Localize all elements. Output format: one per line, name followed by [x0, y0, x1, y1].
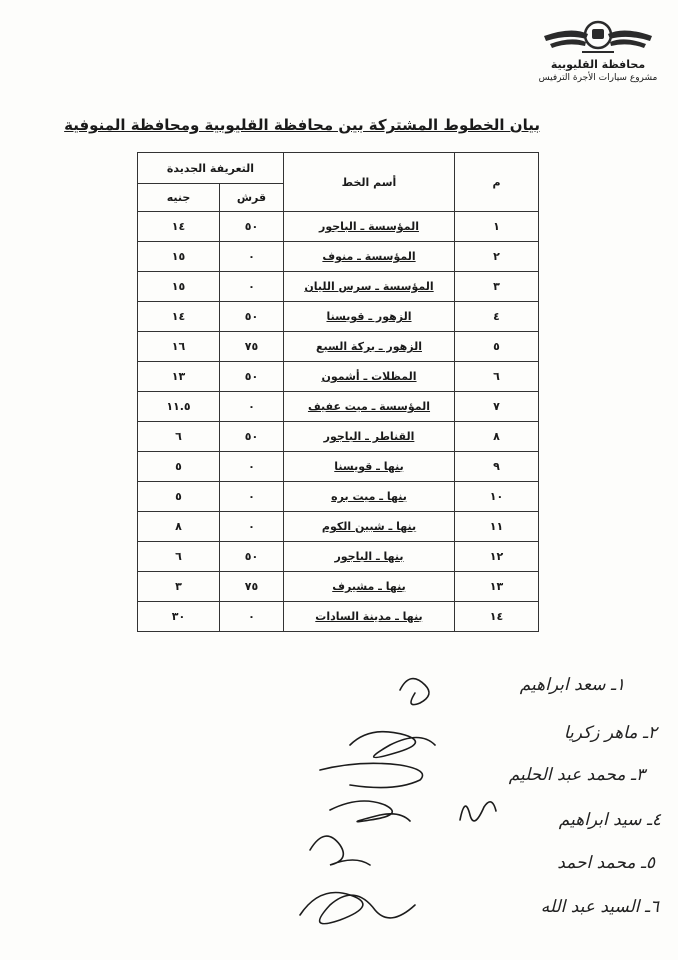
row-number: ٧	[455, 392, 539, 422]
fare-pound: ١٦	[138, 332, 220, 362]
line-name: بنها ـ شبين الكوم	[284, 512, 455, 542]
line-name: بنها ـ قويسنا	[284, 452, 455, 482]
fare-piaster: ٥٠	[220, 212, 284, 242]
winged-emblem-icon	[542, 14, 654, 60]
fare-pound: ١٤	[138, 302, 220, 332]
document-title: بيان الخطوط المشتركة بين محافظة القليوبية ومحافظة المنوفية	[64, 116, 540, 134]
header-piaster: قرش	[220, 184, 284, 212]
table-row	[138, 212, 539, 242]
signatory-name: ٤ـ سيد ابراهيم	[558, 810, 661, 830]
fare-pound: ٥	[138, 452, 220, 482]
fare-pound: ٦	[138, 422, 220, 452]
project-name: مشروع سيارات الأجرة الترفيس	[538, 73, 658, 83]
signatory-name: ٢ـ ماهر زكريا	[563, 723, 657, 743]
line-name: الزهور ـ قويسنا	[284, 302, 455, 332]
org-name: محافظة القليوبية	[550, 58, 646, 71]
fare-pound: ١٣	[138, 362, 220, 392]
fare-piaster: ٥٠	[220, 542, 284, 572]
table-row	[138, 482, 539, 512]
header-line-name: أسم الخط	[284, 153, 455, 212]
line-name: بنها ـ مدينة السادات	[284, 602, 455, 632]
row-number: ٢	[455, 242, 539, 272]
header-new-tariff: التعريفة الجديدة	[138, 153, 284, 184]
line-name: بنها ـ ميت بره	[284, 482, 455, 512]
signatory-name: ٦ـ السيد عبد الله	[540, 897, 659, 917]
table-row	[138, 392, 539, 422]
fare-piaster: ٥٠	[220, 362, 284, 392]
fare-pound: ٣٠	[138, 602, 220, 632]
fare-piaster: ٠	[220, 512, 284, 542]
header-number: م	[455, 153, 539, 212]
line-name: المؤسسة ـ سرس الليان	[284, 272, 455, 302]
table-row	[138, 542, 539, 572]
table-row	[138, 362, 539, 392]
fare-pound: ٣	[138, 572, 220, 602]
line-name: الزهور ـ بركة السبع	[284, 332, 455, 362]
fare-pound: ١٤	[138, 212, 220, 242]
row-number: ٣	[455, 272, 539, 302]
table-row	[138, 512, 539, 542]
row-number: ٩	[455, 452, 539, 482]
header-logo	[528, 14, 668, 88]
table-row	[138, 572, 539, 602]
fare-piaster: ٠	[220, 602, 284, 632]
line-name: القناطر ـ الباجور	[284, 422, 455, 452]
fare-piaster: ٧٥	[220, 572, 284, 602]
signatory-name: ٥ـ محمد احمد	[557, 853, 655, 873]
row-number: ١٤	[455, 602, 539, 632]
signatory-name: ٣ـ محمد عبد الحليم	[508, 765, 645, 785]
fare-piaster: ٧٥	[220, 332, 284, 362]
row-number: ١	[455, 212, 539, 242]
row-number: ٥	[455, 332, 539, 362]
fare-piaster: ٠	[220, 482, 284, 512]
row-number: ٤	[455, 302, 539, 332]
signatory-name: ١ـ سعد ابراهيم	[519, 675, 625, 695]
line-name: المؤسسة ـ الباجور	[284, 212, 455, 242]
table-row	[138, 602, 539, 632]
row-number: ١٣	[455, 572, 539, 602]
fare-pound: ١٥	[138, 242, 220, 272]
row-number: ١٢	[455, 542, 539, 572]
row-number: ١١	[455, 512, 539, 542]
row-number: ١٠	[455, 482, 539, 512]
row-number: ٨	[455, 422, 539, 452]
header-pound: جنيه	[138, 184, 220, 212]
fare-piaster: ٥٠	[220, 302, 284, 332]
table-row	[138, 452, 539, 482]
fare-pound: ١١.٥	[138, 392, 220, 422]
fare-piaster: ٠	[220, 392, 284, 422]
line-name: بنها ـ مشيرف	[284, 572, 455, 602]
table-row	[138, 272, 539, 302]
fare-piaster: ٠	[220, 272, 284, 302]
fare-pound: ٥	[138, 482, 220, 512]
fare-piaster: ٠	[220, 452, 284, 482]
line-name: المؤسسة ـ ميت عفيف	[284, 392, 455, 422]
fare-piaster: ٠	[220, 242, 284, 272]
table-row	[138, 302, 539, 332]
line-name: بنها ـ الباجور	[284, 542, 455, 572]
signatory-list	[285, 665, 665, 955]
line-name: المظلات ـ أشمون	[284, 362, 455, 392]
fare-table	[137, 152, 539, 632]
fare-pound: ٨	[138, 512, 220, 542]
table-row	[138, 242, 539, 272]
line-name: المؤسسة ـ منوف	[284, 242, 455, 272]
table-row	[138, 422, 539, 452]
fare-piaster: ٥٠	[220, 422, 284, 452]
row-number: ٦	[455, 362, 539, 392]
fare-pound: ١٥	[138, 272, 220, 302]
fare-pound: ٦	[138, 542, 220, 572]
table-row	[138, 332, 539, 362]
